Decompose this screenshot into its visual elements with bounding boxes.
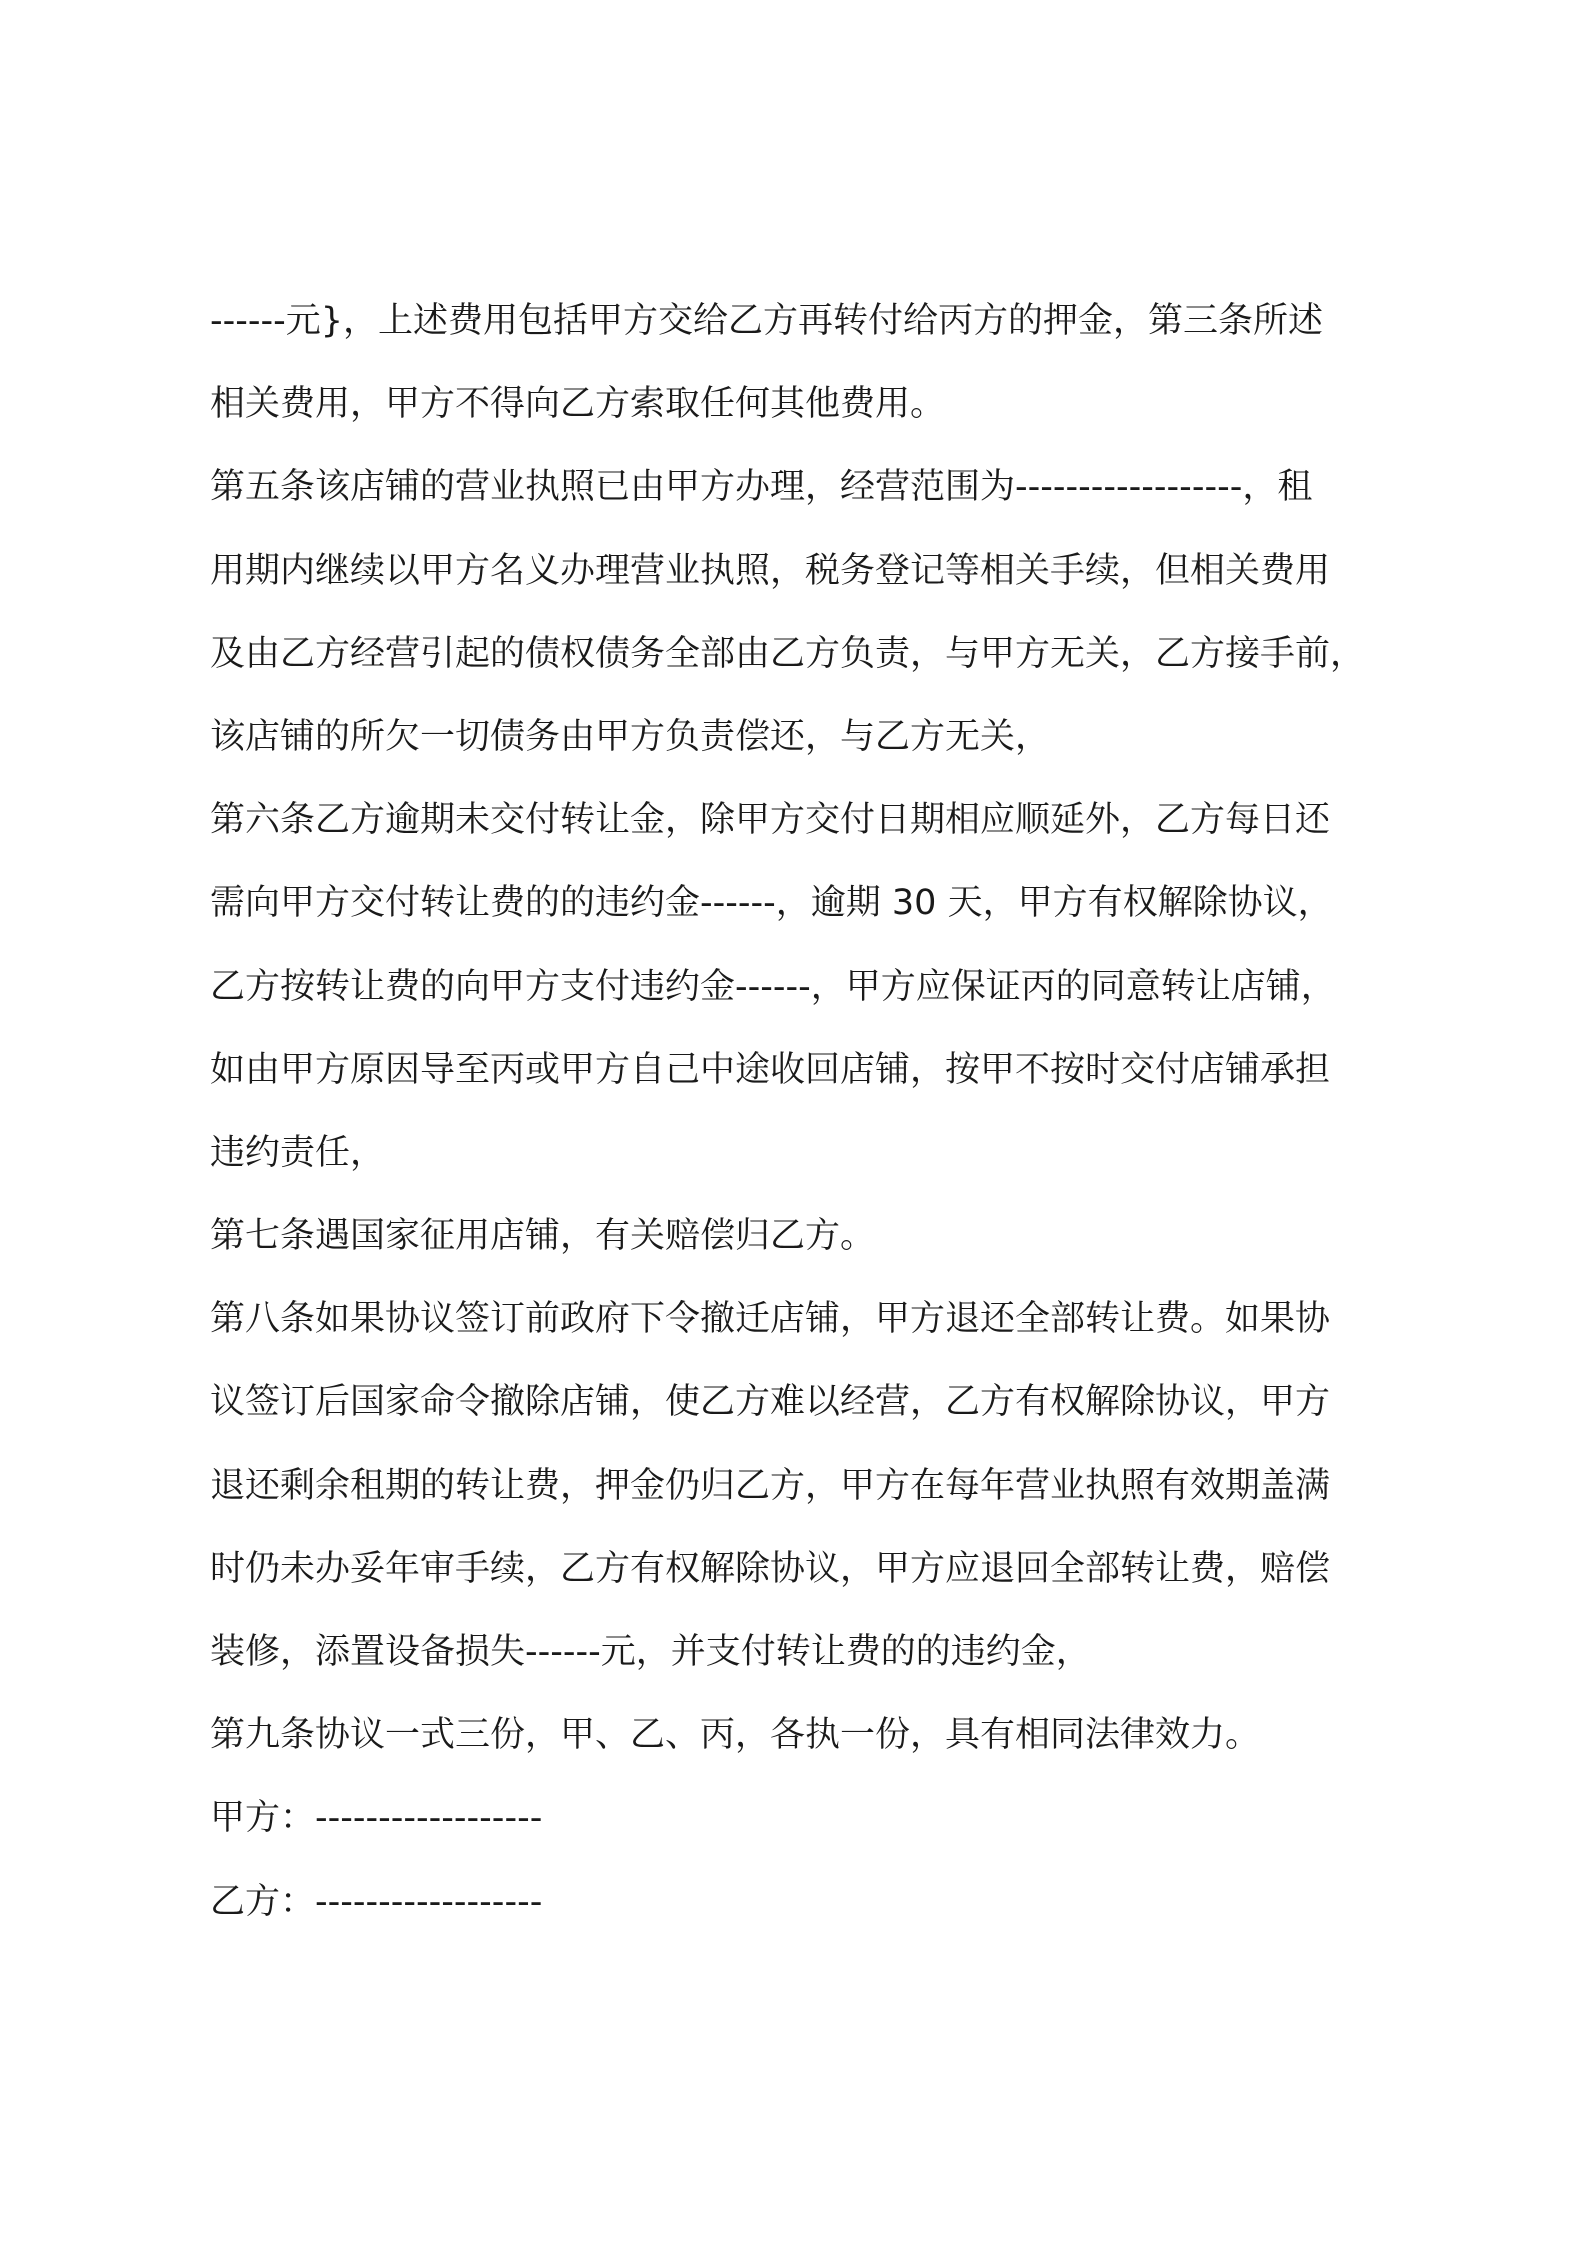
document-line: 第六条乙方逾期未交付转让金，除甲方交付日期相应顺延外，乙方每日还 bbox=[210, 800, 1331, 841]
document-line: 议签订后国家命令撤除店铺，使乙方难以经营，乙方有权解除协议，甲方 bbox=[210, 1382, 1331, 1423]
document-body-text bbox=[210, 280, 1410, 1944]
document-line: 相关费用，甲方不得向乙方索取任何其他费用。 bbox=[210, 384, 946, 425]
party-b-signature-line: 乙方：------------------ bbox=[210, 1881, 543, 1922]
document-line: 乙方按转让费的向甲方支付违约金------，甲方应保证丙的同意转让店铺， bbox=[210, 966, 1336, 1007]
document-line: 违约责任， bbox=[210, 1132, 386, 1173]
party-a-signature-line: 甲方：------------------ bbox=[210, 1798, 543, 1839]
document-line: 时仍未办妥年审手续，乙方有权解除协议，甲方应退回全部转让费，赔偿 bbox=[210, 1548, 1331, 1589]
document-line: 如由甲方原因导至丙或甲方自己中途收回店铺，按甲不按时交付店铺承担 bbox=[210, 1049, 1331, 1090]
document-line: 需向甲方交付转让费的的违约金------，逾期 30 天，甲方有权解除协议， bbox=[210, 883, 1333, 924]
document-line: 该店铺的所欠一切债务由甲方负责偿还，与乙方无关， bbox=[210, 716, 1051, 757]
document-line: 用期内继续以甲方名义办理营业执照，税务登记等相关手续，但相关费用 bbox=[210, 550, 1331, 591]
document-line: 第七条遇国家征用店铺，有关赔偿归乙方。 bbox=[210, 1216, 876, 1257]
document-line: 及由乙方经营引起的债权债务全部由乙方负责，与甲方无关，乙方接手前， bbox=[210, 633, 1366, 674]
document-line: 第五条该店铺的营业执照已由甲方办理，经营范围为------------------，租 bbox=[210, 467, 1313, 508]
document-line: 退还剩余租期的转让费，押金仍归乙方，甲方在每年营业执照有效期盖满 bbox=[210, 1465, 1331, 1506]
document-line: 第八条如果协议签订前政府下令撤迁店铺，甲方退还全部转让费。如果协 bbox=[210, 1299, 1331, 1340]
document-line: 第九条协议一式三份，甲、乙、丙，各执一份，具有相同法律效力。 bbox=[210, 1715, 1261, 1756]
document-line: 装修，添置设备损失------元，并支付转让费的的违约金， bbox=[210, 1632, 1091, 1672]
document-line: ------元}，上述费用包括甲方交给乙方再转付给丙方的押金，第三条所述 bbox=[210, 301, 1324, 341]
